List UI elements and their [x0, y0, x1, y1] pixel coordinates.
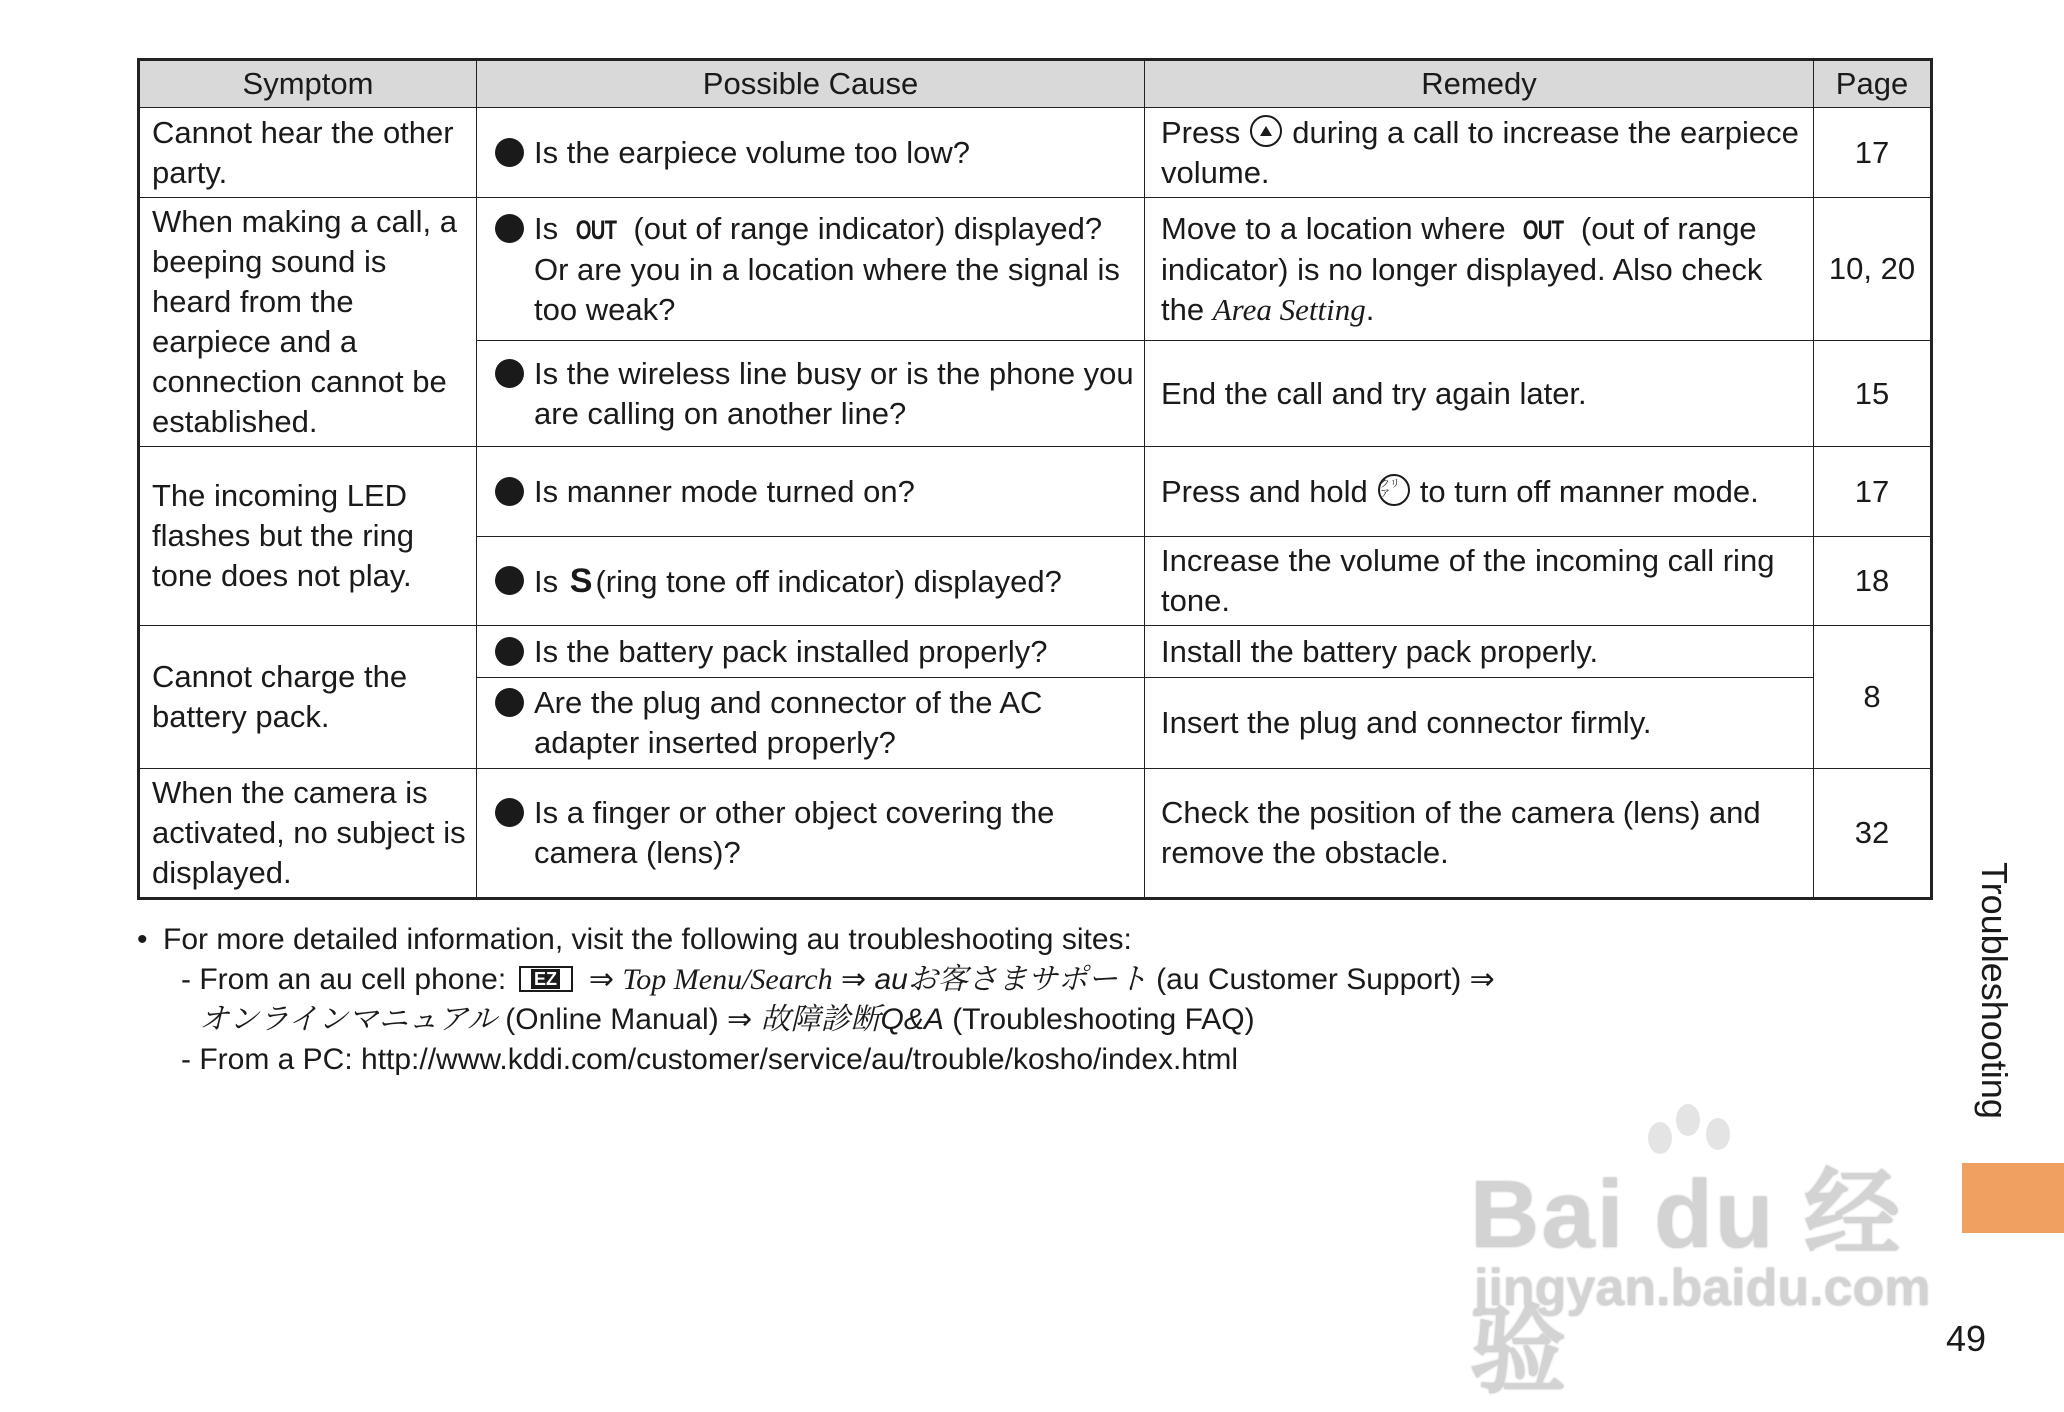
remedy-cell	[1145, 198, 1814, 341]
note-pc-line: - From a PC: http://www.kddi.com/customer/service/au/trouble/kosho/index.html	[181, 1043, 1239, 1076]
au-support-en: (au Customer Support)	[1156, 963, 1462, 996]
page-number: 49	[1946, 1318, 1987, 1359]
remedy-text: Press	[1161, 114, 1241, 150]
bullet-icon	[495, 688, 524, 717]
baidu-watermark	[1470, 1098, 1940, 1405]
remedy-cell	[1145, 108, 1814, 198]
cause-cell	[477, 447, 1145, 537]
page-ref: 17	[1814, 447, 1932, 537]
cause-text: Are the plug and connector of the AC adapter inserted properly?	[534, 685, 1043, 760]
cause-text: Is	[534, 563, 559, 599]
table-row	[139, 108, 1932, 198]
online-manual-jp: オンラインマニュアル	[199, 1003, 497, 1036]
note-cell-phone	[137, 960, 1737, 1000]
remedy-cell: Install the battery pack properly.	[1145, 626, 1814, 678]
symptom-cell: When the camera is activated, no subject is displayed.	[139, 769, 477, 899]
remedy-cell: Increase the volume of the incoming call ring tone.	[1145, 537, 1814, 626]
cause-cell	[477, 198, 1145, 341]
remedy-text: (out of range indicator) is no longer displayed. Also check the	[1161, 210, 1763, 327]
area-setting-ref: Area Setting	[1212, 291, 1366, 327]
cause-text: (ring tone off indicator) displayed?	[595, 563, 1062, 599]
cause-text: (out of range indicator) displayed? Or are you in a location where the signal is too weak?	[534, 210, 1120, 327]
watermark-line1: Bai du 经验	[1470, 1161, 1903, 1405]
cause-cell	[477, 537, 1145, 626]
au-support-jp: auお客さまサポート	[874, 963, 1148, 996]
remedy-text: during a call to increase the earpiece volume.	[1161, 114, 1799, 190]
cause-text: Is	[534, 210, 559, 246]
symptom-cell: Cannot charge the battery pack.	[139, 626, 477, 769]
online-manual-en: (Online Manual)	[505, 1003, 719, 1036]
cause-cell	[477, 678, 1145, 769]
remedy-cell: Insert the plug and connector firmly.	[1145, 678, 1814, 769]
arrow-glyph: ⇒	[588, 963, 614, 996]
page-ref: 10, 20	[1814, 198, 1932, 341]
page-ref: 8	[1814, 626, 1932, 769]
page-ref: 15	[1814, 341, 1932, 447]
arrow-glyph: ⇒	[1469, 963, 1495, 996]
header-symptom: Symptom	[139, 60, 477, 108]
watermark-line2: jingyan.baidu.com	[1474, 1259, 1931, 1317]
table-header-row	[139, 60, 1932, 108]
remedy-cell	[1145, 447, 1814, 537]
ring-tone-off-icon: S	[569, 561, 593, 600]
bullet-icon	[495, 214, 524, 243]
table-row	[139, 769, 1932, 899]
volume-up-key-icon	[1250, 115, 1282, 147]
cause-text: Is manner mode turned on?	[534, 473, 915, 509]
table-row	[139, 626, 1932, 678]
cause-text: Is the battery pack installed properly?	[534, 633, 1048, 669]
remedy-text: Press and hold	[1161, 473, 1368, 509]
faq-jp: 故障診断Q&A	[760, 1003, 944, 1036]
remedy-cell: End the call and try again later.	[1145, 341, 1814, 447]
note-cell-phone-cont	[137, 1000, 1737, 1040]
cause-cell	[477, 341, 1145, 447]
note-text: - From an au cell phone:	[181, 963, 507, 996]
top-menu-ref: Top Menu/Search	[622, 963, 833, 996]
ez-key-label: EZ	[531, 969, 560, 989]
remedy-text: to turn off manner mode.	[1419, 473, 1759, 509]
page-ref: 32	[1814, 769, 1932, 899]
remedy-cell: Check the position of the camera (lens) and remove the obstacle.	[1145, 769, 1814, 899]
symptom-cell: Cannot hear the other party.	[139, 108, 477, 198]
out-of-range-icon: OUT	[1523, 214, 1564, 245]
page-ref: 18	[1814, 537, 1932, 626]
cause-cell	[477, 626, 1145, 678]
arrow-glyph: ⇒	[727, 1003, 753, 1036]
side-tab-block	[1962, 1163, 2064, 1233]
side-tab-label: Troubleshooting	[1974, 862, 2015, 1119]
symptom-cell: When making a call, a beeping sound is heard from the earpiece and a connection cannot be established.	[139, 198, 477, 447]
clear-key-icon: クリア	[1378, 474, 1410, 506]
bullet-icon	[495, 637, 524, 666]
cause-text: Is the earpiece volume too low?	[534, 134, 970, 170]
page-ref: 17	[1814, 108, 1932, 198]
cause-cell	[477, 108, 1145, 198]
table-row	[139, 198, 1932, 341]
out-of-range-icon: OUT	[575, 214, 616, 245]
notes-section	[137, 920, 1737, 1080]
bullet-icon	[495, 138, 524, 167]
remedy-text: .	[1365, 291, 1375, 327]
ez-key-icon	[519, 966, 573, 992]
symptom-cell: The incoming LED flashes but the ring tone does not play.	[139, 447, 477, 626]
cause-text: Is a finger or other object covering the camera (lens)?	[534, 795, 1055, 870]
faq-en: (Troubleshooting FAQ)	[952, 1003, 1255, 1036]
header-page: Page	[1814, 60, 1932, 108]
note-intro-text: For more detailed information, visit the following au troubleshooting sites:	[163, 923, 1132, 956]
cause-cell	[477, 769, 1145, 899]
note-intro	[137, 920, 1737, 960]
bullet-icon	[495, 477, 524, 506]
note-bullet: •	[137, 923, 148, 956]
bullet-icon	[495, 798, 524, 827]
table-row	[139, 447, 1932, 537]
bullet-icon	[495, 359, 524, 388]
troubleshooting-table	[137, 58, 1933, 900]
cause-text: Is the wireless line busy or is the phone you are calling on another line?	[534, 355, 1134, 431]
header-possible-cause: Possible Cause	[477, 60, 1145, 108]
bullet-icon	[495, 566, 524, 595]
header-remedy: Remedy	[1145, 60, 1814, 108]
remedy-text: Move to a location where	[1161, 210, 1506, 246]
arrow-glyph: ⇒	[840, 963, 867, 996]
